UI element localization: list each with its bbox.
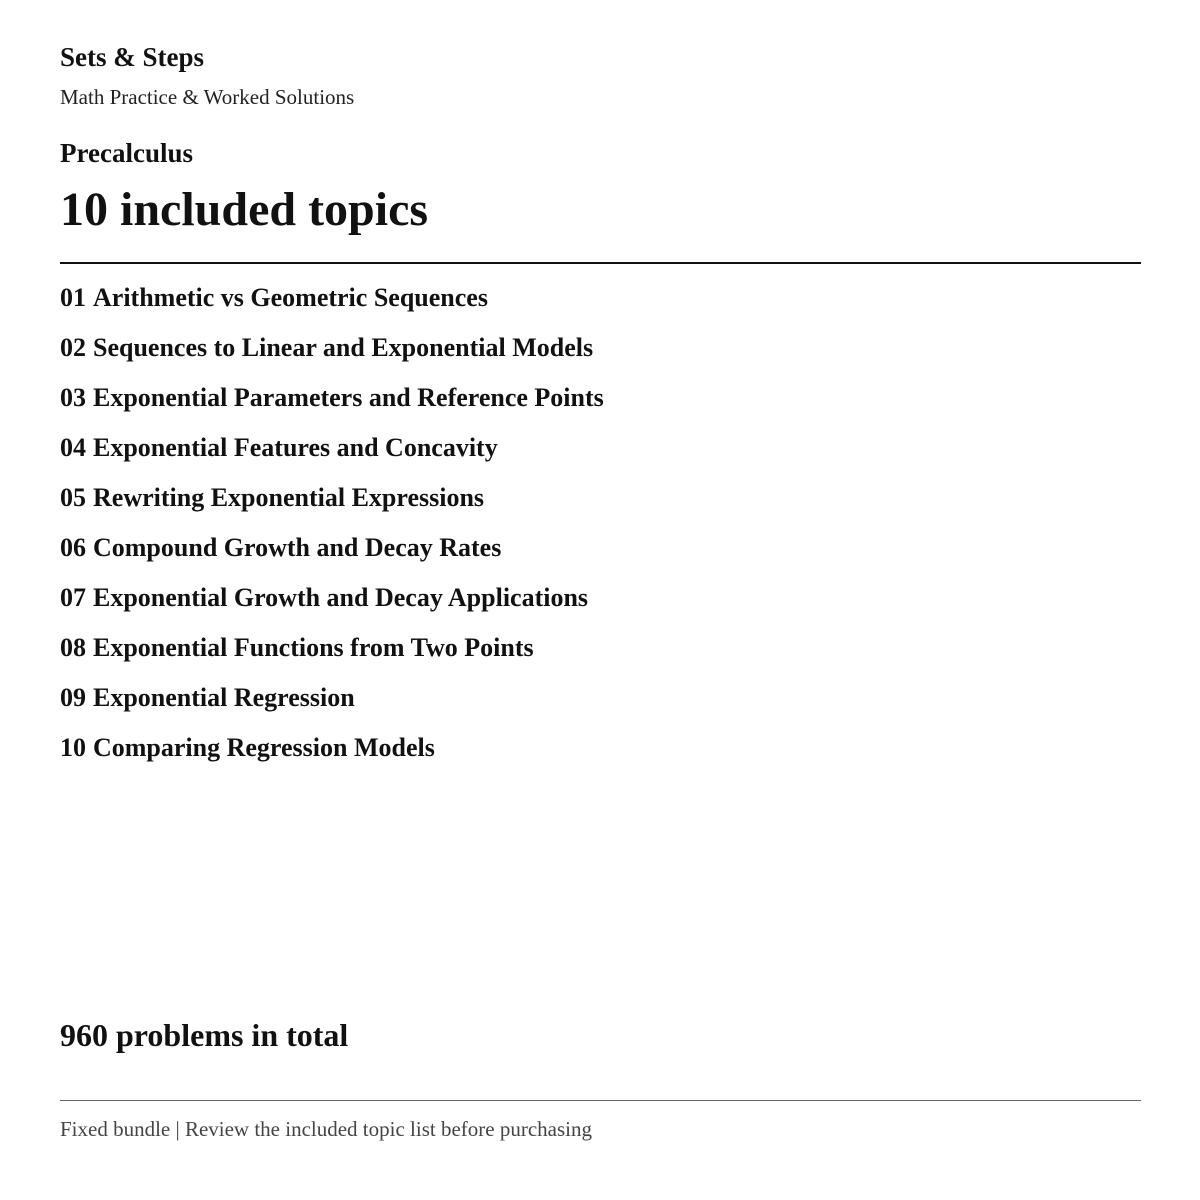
list-item xyxy=(60,430,604,480)
list-item xyxy=(60,530,604,580)
topic-title: Rewriting Exponential Expressions xyxy=(93,483,485,512)
list-item xyxy=(60,580,604,630)
topic-number: 10 xyxy=(60,733,86,762)
topic-number: 08 xyxy=(60,633,86,662)
topic-number: 04 xyxy=(60,433,86,462)
subject-label: Precalculus xyxy=(60,138,193,168)
topic-number: 06 xyxy=(60,533,86,562)
topic-title: Exponential Functions from Two Points xyxy=(93,633,534,662)
list-item xyxy=(60,380,604,430)
topic-title: Compound Growth and Decay Rates xyxy=(93,533,502,562)
brand-title: Sets & Steps xyxy=(60,42,205,72)
problem-total: 960 problems in total xyxy=(60,1017,349,1053)
footer-divider xyxy=(60,1100,1141,1101)
topic-number: 05 xyxy=(60,483,86,512)
list-item xyxy=(60,680,604,730)
topic-title: Exponential Regression xyxy=(93,683,355,712)
topic-title: Exponential Features and Concavity xyxy=(93,433,498,462)
topic-title: Arithmetic vs Geometric Sequences xyxy=(93,283,488,312)
list-item xyxy=(60,480,604,530)
topic-number: 01 xyxy=(60,283,86,312)
topic-title: Exponential Parameters and Reference Points xyxy=(93,383,604,412)
topic-list xyxy=(60,280,604,780)
brand-tagline: Math Practice & Worked Solutions xyxy=(60,85,355,109)
list-item xyxy=(60,730,604,780)
footer-note: Fixed bundle | Review the included topic list before purchasing xyxy=(60,1117,592,1141)
topic-number: 03 xyxy=(60,383,86,412)
header-divider xyxy=(60,262,1141,264)
topic-title: Sequences to Linear and Exponential Models xyxy=(93,333,594,362)
topic-number: 09 xyxy=(60,683,86,712)
topic-title: Exponential Growth and Decay Applications xyxy=(93,583,589,612)
list-item xyxy=(60,280,604,330)
topic-number: 07 xyxy=(60,583,86,612)
topic-title: Comparing Regression Models xyxy=(93,733,435,762)
page-title: 10 included topics xyxy=(60,183,429,236)
list-item xyxy=(60,330,604,380)
topic-number: 02 xyxy=(60,333,86,362)
list-item xyxy=(60,630,604,680)
